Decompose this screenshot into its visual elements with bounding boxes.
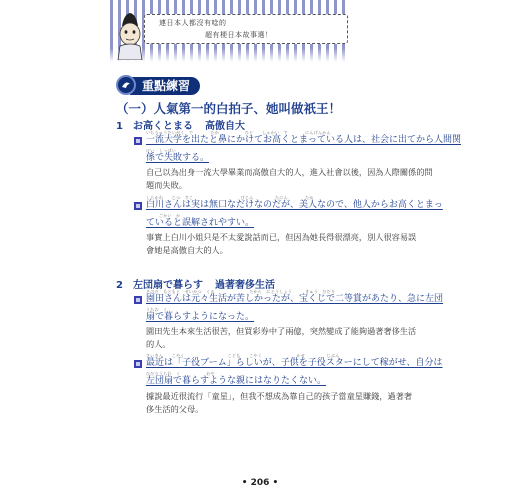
header-caption xyxy=(144,14,348,44)
example-translation-line: 題而失敗。 xyxy=(146,180,187,190)
example-japanese-text: 一流大学を出たと鼻にかけてお高くとまっている人は、社会に出てから人間関 xyxy=(146,135,462,145)
point-gloss: 過著奢侈生活 xyxy=(214,280,275,291)
example-bullet-icon xyxy=(134,296,142,304)
example-japanese-text: 最近は「子役ブーム」らしいが、子供を子役スターにして稼がせ、自分は xyxy=(146,358,443,368)
lesson-title: （一）人氣第一的白拍子、她叫做祇王！ xyxy=(116,101,342,116)
example-translation-line: 的人。 xyxy=(146,339,171,349)
example-japanese-text: 左団扇で暮らすような親にはなりたくない。 xyxy=(146,376,327,386)
example-japanese-text: 園田さんは元々生活が苦しかったが、宝くじで二等賞があたり、急に左団 xyxy=(146,294,444,304)
example-japanese-line xyxy=(146,359,442,368)
example-japanese-text: 白川さんは実は無口なだけなのだが、美人なので、他人からお高くとまっ xyxy=(146,200,443,210)
example-translation-line: 自己以為出身一流大學畢業而高傲自大的人，進入社會以後，因為人際關係的問 xyxy=(146,167,433,177)
page-number: • 206 • xyxy=(241,478,279,488)
furigana-line: いちりゅうだいがく で たか ひと しゃかい で にんげんかん xyxy=(146,130,331,135)
section-badge-label: 重點練習 xyxy=(130,77,200,95)
example-bullet-icon xyxy=(134,202,142,210)
point-gloss: 高傲自大 xyxy=(204,121,245,132)
furigana-line: うちわ く xyxy=(146,307,168,312)
point-expression: お高くとまる xyxy=(132,121,193,132)
example-japanese-line xyxy=(146,219,254,228)
example-translation-line: 會她是高傲自大的人。 xyxy=(146,245,228,255)
furigana-line: けい しっぱい xyxy=(146,148,177,153)
example-translation-line: 園田先生本來生活很苦，但買彩券中了兩億，突然變成了能夠過著奢侈生活 xyxy=(146,326,417,336)
example-japanese-line xyxy=(146,377,326,386)
example-japanese-text: 扇で暮らすようになった。 xyxy=(146,312,255,322)
furigana-line: ひだりうちわ く おや xyxy=(146,371,215,376)
example-japanese-line xyxy=(146,201,443,210)
example-japanese-line xyxy=(146,154,209,163)
example-japanese-line xyxy=(146,313,254,322)
example-bullet-icon xyxy=(134,137,142,145)
point-number: 2 xyxy=(116,280,123,291)
badge-emblem-icon xyxy=(116,75,136,95)
header-caption-line-2: 超有梗日本故事選！ xyxy=(205,31,273,39)
example-japanese-line xyxy=(146,295,443,304)
example-japanese-text: ていると誤解されやすい。 xyxy=(146,218,255,228)
example-translation-line: 侈生活的父母。 xyxy=(146,404,204,414)
mascot-illustration xyxy=(114,10,146,60)
point-number: 1 xyxy=(116,121,123,132)
furigana-line: ごかい か xyxy=(146,213,181,218)
furigana-line: しらかわ じつ すこ びじん たにん たか xyxy=(146,195,314,200)
example-translation-line: 事實上白川小姐只是不太愛說話而已，但因為她長得很漂亮，別人很容易誤 xyxy=(146,232,417,242)
point-expression: 左団扇で暮らす xyxy=(132,280,203,291)
example-japanese-text: 係で失敗する。 xyxy=(146,153,210,163)
example-japanese-line xyxy=(146,136,461,145)
furigana-line: さいきん こやく こども こやく かせ じぶん xyxy=(146,353,340,358)
example-bullet-icon xyxy=(134,360,142,368)
header-caption-line-1: 連日本人都沒有唸的 xyxy=(159,19,227,27)
example-translation-line: 據說最近很流行「童星」，但我不想成為靠自己的孩子當童星賺錢，過著奢 xyxy=(146,391,413,401)
section-badge xyxy=(116,75,212,97)
furigana-line: そのだ もともと せいかつ くる たから にとうしょう きゅう ひだり xyxy=(146,289,336,294)
